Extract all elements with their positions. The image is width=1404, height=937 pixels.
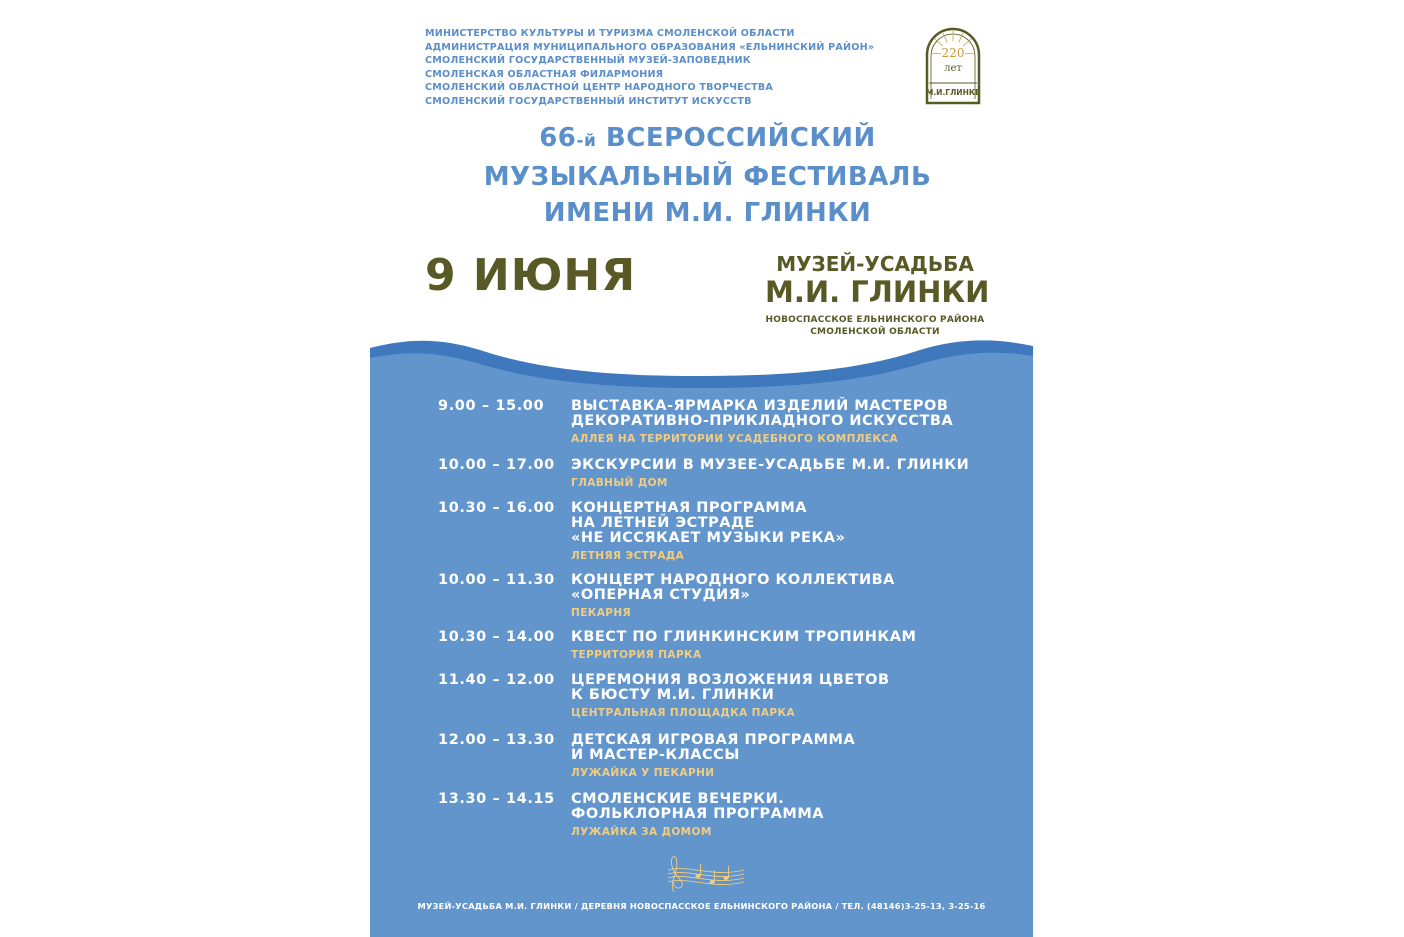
organizer-line: МИНИСТЕРСТВО КУЛЬТУРЫ И ТУРИЗМА СМОЛЕНСКОЙ ОБЛАСТИ: [425, 28, 795, 39]
edition-number: 66: [539, 123, 577, 153]
logo-number: 220: [941, 46, 965, 60]
organizer-line: СМОЛЕНСКИЙ ГОСУДАРСТВЕННЫЙ ИНСТИТУТ ИСКУССТВ: [425, 95, 752, 107]
venue-line-2: М.И. ГЛИНКИ: [765, 275, 990, 309]
event-place: ГЛАВНЫЙ ДОМ: [571, 477, 668, 489]
event-body: [571, 399, 991, 445]
title-line-1-rest: ВСЕРОССИЙСКИЙ: [596, 123, 876, 153]
event-place: ПЕКАРНЯ: [571, 607, 632, 619]
event-title: ФОЛЬКЛОРНАЯ ПРОГРАММА: [571, 806, 824, 822]
organizer-line: СМОЛЕНСКАЯ ОБЛАСТНАЯ ФИЛАРМОНИЯ: [425, 68, 664, 80]
event-body: [571, 573, 991, 619]
venue-line-1: МУЗЕЙ-УСАДЬБА: [776, 252, 974, 276]
event-title: КВЕСТ ПО ГЛИНКИНСКИМ ТРОПИНКАМ: [571, 629, 917, 645]
logo-word: лет: [944, 63, 962, 74]
venue-address-line-1: НОВОСПАССКОЕ ЕЛЬНИНСКОГО РАЙОНА: [765, 315, 985, 325]
organizer-line: АДМИНИСТРАЦИЯ МУНИЦИПАЛЬНОГО ОБРАЗОВАНИЯ «ЕЛЬНИНСКИЙ РАЙОН»: [425, 41, 875, 53]
event-time: 11.40 – 12.00: [438, 672, 555, 688]
event-title: СМОЛЕНСКИЕ ВЕЧЕРКИ.: [571, 791, 785, 807]
event-title: ЭКСКУРСИИ В МУЗЕЕ-УСАДЬБЕ М.И. ГЛИНКИ: [571, 457, 970, 473]
event-time: 10.00 – 11.30: [438, 572, 555, 588]
treble-clef-staff-icon: [658, 852, 746, 896]
event-place: ТЕРРИТОРИЯ ПАРКА: [571, 649, 702, 661]
event-title: «НЕ ИССЯКАЕТ МУЗЫКИ РЕКА»: [571, 530, 846, 546]
event-title: КОНЦЕРТНАЯ ПРОГРАММА: [571, 500, 808, 516]
event-time: 10.30 – 14.00: [438, 629, 555, 645]
title-line-3: ИМЕНИ М.И. ГЛИНКИ: [543, 198, 872, 228]
venue-address-line-2: СМОЛЕНСКОЙ ОБЛАСТИ: [810, 327, 940, 337]
event-body: [571, 733, 991, 779]
event-title: НА ЛЕТНЕЙ ЭСТРАДЕ: [571, 515, 755, 531]
event-body: [571, 792, 991, 838]
event-title: КОНЦЕРТ НАРОДНОГО КОЛЛЕКТИВА: [571, 572, 895, 588]
event-title: И МАСТЕР-КЛАССЫ: [571, 747, 740, 763]
event-body: [571, 630, 991, 661]
event-place: АЛЛЕЯ НА ТЕРРИТОРИИ УСАДЕБНОГО КОМПЛЕКСА: [571, 433, 899, 445]
organizer-line: СМОЛЕНСКИЙ ГОСУДАРСТВЕННЫЙ МУЗЕЙ-ЗАПОВЕДНИК: [425, 55, 751, 66]
event-body: [571, 458, 991, 489]
event-title: ВЫСТАВКА-ЯРМАРКА ИЗДЕЛИЙ МАСТЕРОВ: [571, 398, 949, 414]
edition-suffix: -й: [576, 131, 597, 151]
event-place: ЛЕТНЯЯ ЭСТРАДА: [571, 550, 685, 562]
footer-contacts: МУЗЕЙ-УСАДЬБА М.И. ГЛИНКИ / ДЕРЕВНЯ НОВОСПАССКОЕ ЕЛЬНИНСКОГО РАЙОНА / ТЕЛ. (48146)3-25-13, 3-25-16: [417, 901, 986, 911]
schedule-list: [370, 0, 1033, 937]
event-place: ЛУЖАЙКА ЗА ДОМОМ: [571, 826, 712, 838]
event-time: 13.30 – 14.15: [438, 791, 555, 807]
event-time: 10.30 – 16.00: [438, 500, 555, 516]
organizer-line: СМОЛЕНСКИЙ ОБЛАСТНОЙ ЦЕНТР НАРОДНОГО ТВОРЧЕСТВА: [425, 82, 774, 93]
event-body: [571, 673, 991, 719]
event-title: ДЕКОРАТИВНО-ПРИКЛАДНОГО ИСКУССТВА: [571, 413, 954, 429]
event-time: 9.00 – 15.00: [438, 398, 545, 414]
event-time: 12.00 – 13.30: [438, 732, 555, 748]
event-title: ЦЕРЕМОНИЯ ВОЗЛОЖЕНИЯ ЦВЕТОВ: [571, 672, 890, 688]
event-title: К БЮСТУ М.И. ГЛИНКИ: [571, 687, 775, 703]
event-place: ЦЕНТРАЛЬНАЯ ПЛОЩАДКА ПАРКА: [571, 707, 795, 719]
event-place: ЛУЖАЙКА У ПЕКАРНИ: [571, 767, 715, 779]
title-line-2: МУЗЫКАЛЬНЫЙ ФЕСТИВАЛЬ: [483, 162, 932, 192]
event-title: «ОПЕРНАЯ СТУДИЯ»: [571, 587, 751, 603]
event-time: 10.00 – 17.00: [438, 457, 555, 473]
festival-poster: [370, 0, 1033, 937]
event-body: [571, 501, 991, 562]
event-title: ДЕТСКАЯ ИГРОВАЯ ПРОГРАММА: [571, 732, 856, 748]
logo-name: М.И.ГЛИНКЕ: [925, 88, 981, 97]
event-date: 9 ИЮНЯ: [425, 250, 637, 301]
